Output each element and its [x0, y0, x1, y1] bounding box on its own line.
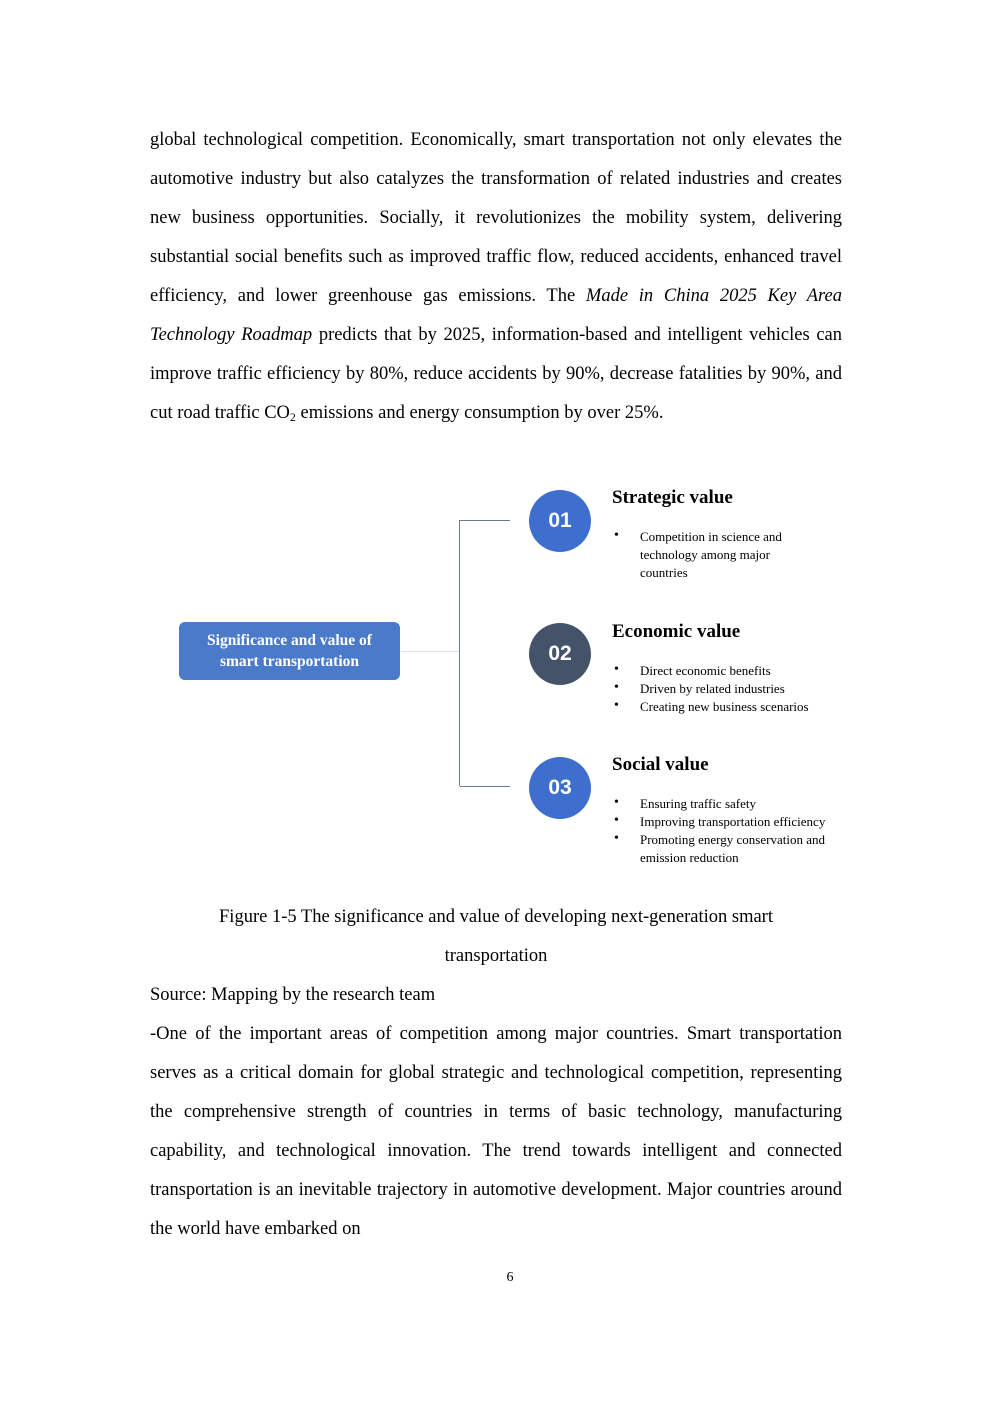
intro-text-2: predicts that by 2025, information-based and intelligent vehicles can improve traffic efficiency by 80%, reduce accidents by 90%, decrease fatalities by 90%, and cut road traffic CO: [150, 325, 842, 423]
list-item: • Creating new business scenarios: [612, 698, 842, 716]
strategic-value-title: Strategic value: [612, 487, 733, 508]
number-circle-01: 01: [529, 490, 591, 552]
connector-01: [460, 520, 510, 521]
figure-caption-line2: transportation: [444, 946, 548, 966]
roadmap-title: Made in China 2025 Key Area Technology Roadmap: [150, 286, 842, 345]
connector-center: [401, 651, 459, 652]
value-diagram: [0, 480, 992, 890]
number-circle-03: 03: [529, 757, 591, 819]
list-item: • Improving transportation efficiency: [612, 813, 827, 831]
list-item: • Ensuring traffic safety: [612, 795, 827, 813]
intro-paragraph: [150, 121, 842, 434]
body-paragraph: -One of the important areas of competition among major countries. Smart transportation serves as a critical domain for global strategic and technological competition, representing the comprehensive strength of countries in terms of basic technology, manufacturing capability, and technological innovation. The trend towards intelligent and connected transportation is an inevitable trajectory in automotive development. Major countries around the world have embarked on: [150, 1024, 842, 1239]
intro-text-1: global technological competition. Economically, smart transportation not only elevates the automotive industry but also catalyzes the transformation of related industries and creates new business opportunities. Socially, it revolutionizes the mobility system, delivering substantial social benefits such as improved traffic flow, reduced accidents, enhanced travel efficiency, and lower greenhouse gas emissions. The: [150, 130, 842, 306]
economic-value-list: [612, 662, 842, 716]
list-item: • Driven by related industries: [612, 680, 842, 698]
intro-text-3: emissions and energy consumption by over 25%.: [295, 403, 664, 423]
co2-subscript: 2: [289, 410, 296, 424]
connector-vertical: [459, 520, 460, 786]
social-value-title: Social value: [612, 754, 709, 775]
list-item: • Promoting energy conservation and emission reduction: [612, 831, 827, 867]
page-number: 6: [506, 1270, 514, 1285]
center-label-box: Significance and value of smart transportation: [179, 622, 400, 680]
social-value-list: [612, 795, 827, 867]
economic-value-title: Economic value: [612, 621, 741, 642]
figure-caption-line1: Figure 1-5 The significance and value of developing next-generation smart: [219, 907, 773, 927]
list-item: • Direct economic benefits: [612, 662, 842, 680]
connector-03: [460, 786, 510, 787]
list-item: • Competition in science and technology among major countries: [612, 528, 812, 582]
number-circle-02: 02: [529, 623, 591, 685]
source-note: Source: Mapping by the research team: [150, 985, 436, 1005]
strategic-value-list: [612, 528, 812, 582]
